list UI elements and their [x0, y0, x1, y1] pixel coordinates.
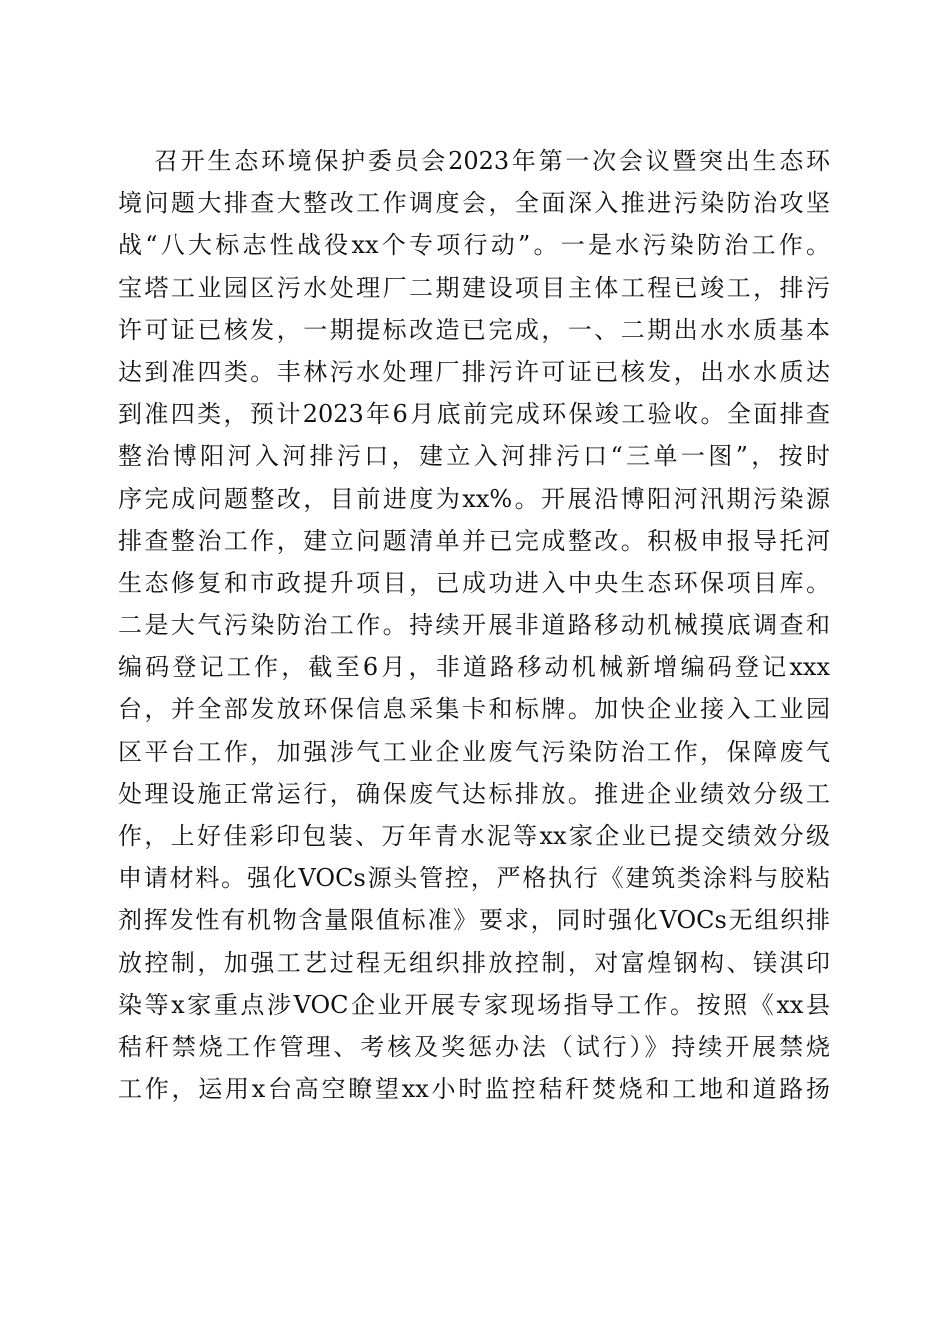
text-line: 到准四类，预计2023年6月底前完成环保竣工验收。全面排查	[118, 400, 830, 429]
text-line: 处理设施正常运行，确保废气达标排放。推进企业绩效分级工	[118, 779, 830, 808]
text-line: 整治博阳河入河排污口，建立入河排污口“三单一图”，按时	[118, 442, 830, 471]
text-line: 序完成问题整改，目前进度为xx%。开展沿博阳河汛期污染源	[118, 484, 830, 513]
text-line: 秸秆禁烧工作管理、考核及奖惩办法（试行）》持续开展禁烧	[118, 1032, 830, 1061]
text-line: 排查整治工作，建立问题清单并已完成整改。积极申报导托河	[118, 526, 830, 555]
text-line: 许可证已核发，一期提标改造已完成，一、二期出水水质基本	[118, 315, 830, 344]
text-line: 召开生态环境保护委员会2023年第一次会议暨突出生态环	[154, 147, 830, 175]
text-line: 宝塔工业园区污水处理厂二期建设项目主体工程已竣工，排污	[118, 273, 830, 302]
body-paragraph	[118, 140, 830, 1110]
text-line: 区平台工作，加强涉气工业企业废气污染防治工作，保障废气	[118, 737, 830, 766]
text-line: 作，上好佳彩印包装、万年青水泥等xx家企业已提交绩效分级	[118, 822, 830, 850]
text-line: 申请材料。强化VOCs源头管控，严格执行《建筑类涂料与胶粘	[118, 864, 830, 893]
text-line: 达到准四类。丰林污水处理厂排污许可证已核发，出水水质达	[118, 357, 830, 386]
text-line: 生态修复和市政提升项目，已成功进入中央生态环保项目库。	[118, 568, 830, 597]
text-line: 战“八大标志性战役xx个专项行动”。一是水污染防治工作。	[118, 231, 830, 260]
text-line: 染等x家重点涉VOC企业开展专家现场指导工作。按照《xx县	[118, 990, 830, 1019]
text-line: 编码登记工作，截至6月，非道路移动机械新增编码登记xxx	[118, 653, 830, 682]
text-line: 境问题大排查大整改工作调度会，全面深入推进污染防治攻坚	[118, 189, 830, 218]
text-line: 二是大气污染防治工作。持续开展非道路移动机械摸底调查和	[118, 611, 830, 640]
text-line: 放控制，加强工艺过程无组织排放控制，对富煌钢构、镁淇印	[118, 948, 830, 977]
text-line: 剂挥发性有机物含量限值标准》要求，同时强化VOCs无组织排	[118, 906, 830, 935]
text-line: 工作，运用x台高空瞭望xx小时监控秸秆焚烧和工地和道路扬	[118, 1075, 830, 1104]
text-line: 台，并全部发放环保信息采集卡和标牌。加快企业接入工业园	[118, 695, 830, 724]
